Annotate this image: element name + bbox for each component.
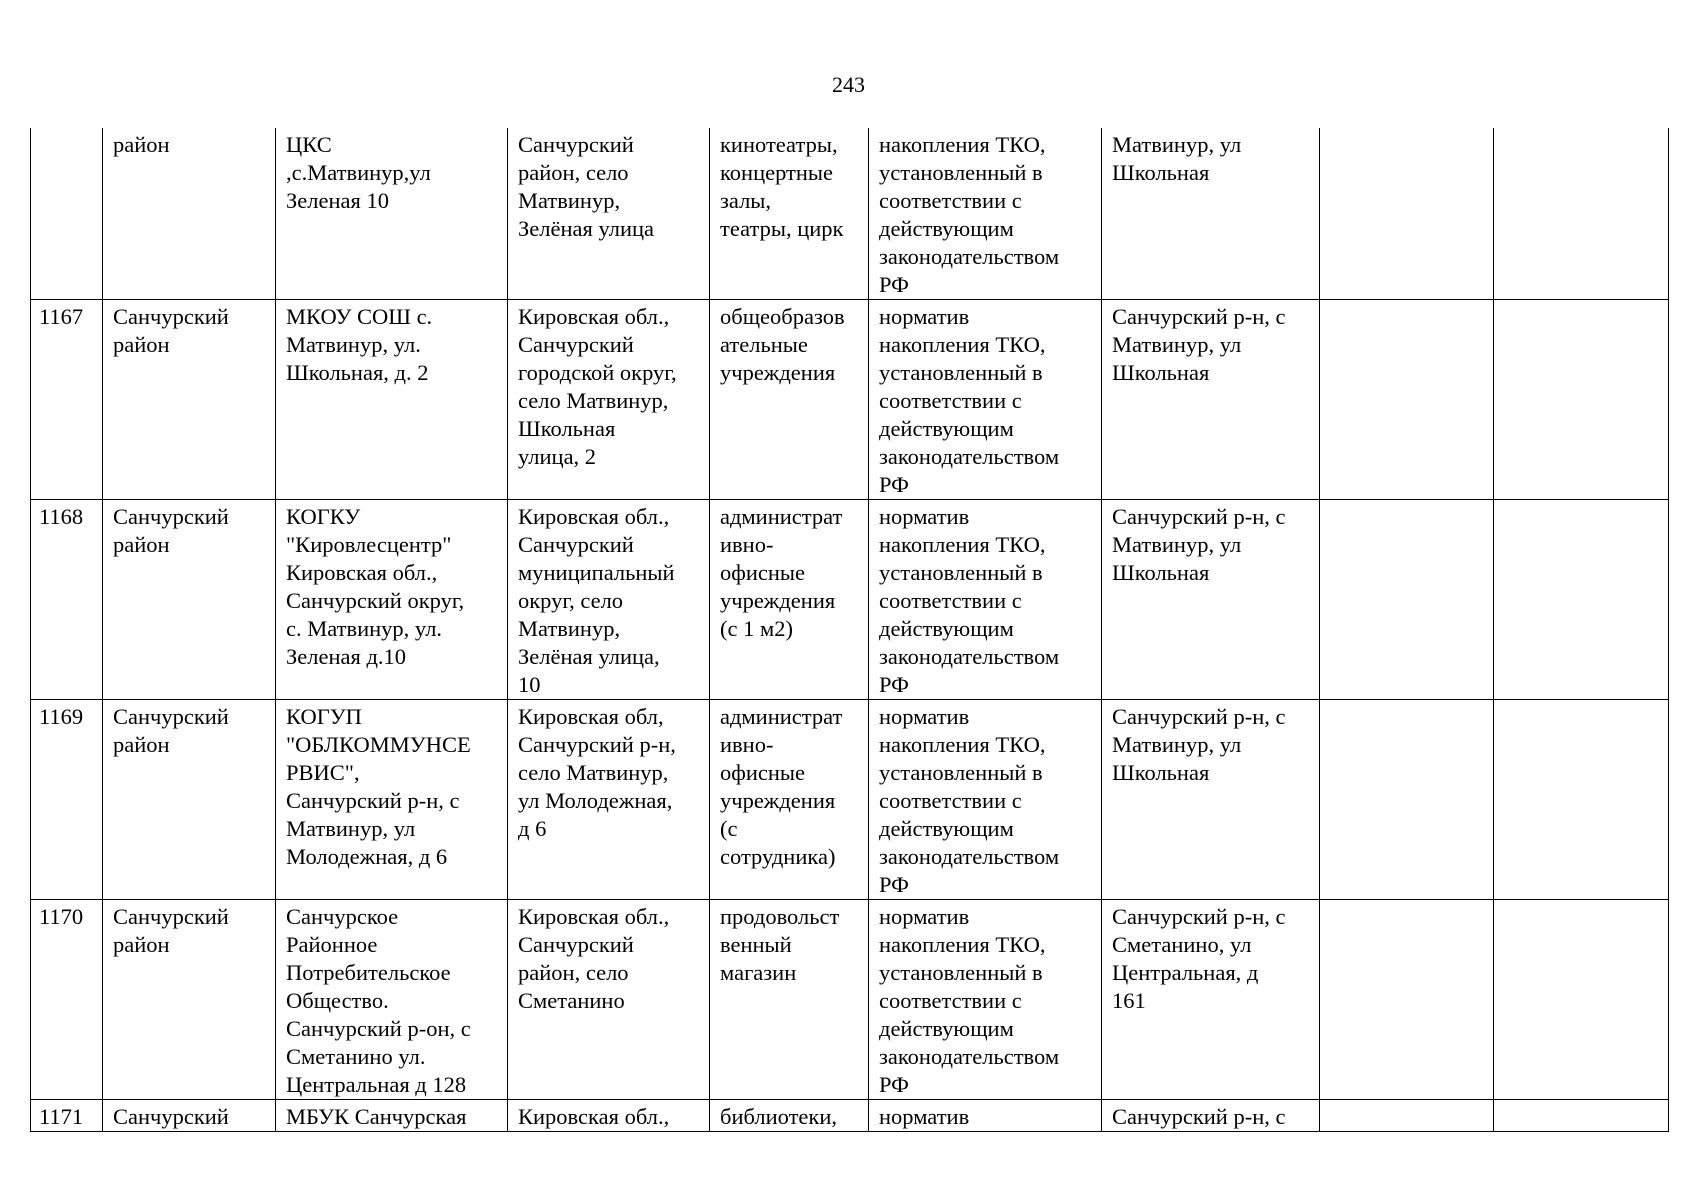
cell-text-line: установленный в — [879, 360, 1043, 385]
cell-text-line: Районное — [286, 932, 378, 957]
cell-text-line: соответствии с — [879, 988, 1022, 1013]
cell-organization — [276, 500, 508, 700]
cell-empty — [1320, 1100, 1494, 1132]
cell-text-line: Потребительское — [286, 960, 451, 985]
cell-text-line: Матвинур, — [518, 616, 621, 641]
cell-text-line: Санчурский — [518, 132, 634, 157]
cell-text-line: Сметанино, ул — [1112, 932, 1252, 957]
cell-text-line: накопления ТКО, — [879, 932, 1046, 957]
cell-text-line: действующим — [879, 616, 1014, 641]
cell-number — [31, 128, 103, 300]
cell-text-line: ,с.Матвинур,ул — [286, 160, 431, 185]
table-row — [31, 700, 1669, 900]
cell-text-line: ательные — [720, 332, 808, 357]
cell-organization — [276, 900, 508, 1100]
cell-text-line: Санчурский р-н, с — [1112, 904, 1286, 929]
cell-text-line: округ, село — [518, 588, 624, 613]
cell-organization — [276, 700, 508, 900]
cell-text-line: соответствии с — [879, 588, 1022, 613]
cell-text-line: ивно- — [720, 532, 774, 557]
table-row — [31, 900, 1669, 1100]
cell-district — [103, 300, 276, 500]
cell-text-line: действующим — [879, 216, 1014, 241]
cell-address — [508, 128, 710, 300]
cell-address — [508, 700, 710, 900]
cell-category — [710, 1100, 869, 1132]
cell-text-line: городской округ, — [518, 360, 677, 385]
cell-text-line: продовольст — [720, 904, 840, 929]
cell-text-line: театры, цирк — [720, 216, 844, 241]
cell-text-line: Санчурский — [113, 304, 229, 329]
table-row — [31, 1100, 1669, 1132]
cell-site — [1102, 300, 1320, 500]
cell-text-line: район — [113, 532, 170, 557]
cell-text-line: Матвинур, ул — [1112, 732, 1242, 757]
cell-text-line: район — [113, 132, 170, 157]
cell-text-line: Зеленая 10 — [286, 188, 389, 213]
cell-text-line: район, село — [518, 960, 629, 985]
cell-category — [710, 500, 869, 700]
cell-number — [31, 500, 103, 700]
cell-site — [1102, 500, 1320, 700]
row-number: 1171 — [39, 1104, 84, 1129]
cell-text-line: Кировская обл, — [518, 704, 664, 729]
cell-district — [103, 1100, 276, 1132]
cell-category — [710, 128, 869, 300]
cell-text-line: Санчурский округ, — [286, 588, 465, 613]
cell-number — [31, 900, 103, 1100]
cell-text-line: Санчурский — [518, 532, 634, 557]
cell-text-line: установленный в — [879, 560, 1043, 585]
cell-text-line: кинотеатры, — [720, 132, 838, 157]
row-number: 1168 — [39, 504, 84, 529]
cell-text-line: РФ — [879, 1072, 909, 1097]
cell-text-line: венный — [720, 932, 792, 957]
cell-text-line: Центральная, д — [1112, 960, 1259, 985]
cell-text-line: КОГУП — [286, 704, 362, 729]
cell-text-line: Молодежная, д 6 — [286, 844, 448, 869]
cell-text-line: установленный в — [879, 160, 1043, 185]
cell-text-line: "ОБЛКОММУНСЕ — [286, 732, 471, 757]
cell-empty — [1320, 300, 1494, 500]
cell-text-line: Зелёная улица — [518, 216, 655, 241]
cell-text-line: офисные — [720, 760, 806, 785]
cell-text-line: законодательством — [879, 844, 1060, 869]
cell-text-line: Матвинур, ул — [286, 816, 416, 841]
cell-address — [508, 500, 710, 700]
cell-text-line: Санчурское — [286, 904, 399, 929]
cell-norm — [869, 300, 1102, 500]
cell-text-line: библиотеки, — [720, 1104, 838, 1129]
cell-organization — [276, 300, 508, 500]
cell-text-line: норматив — [879, 304, 970, 329]
cell-text-line: законодательством — [879, 1044, 1060, 1069]
cell-norm — [869, 128, 1102, 300]
cell-text-line: установленный в — [879, 960, 1043, 985]
cell-site — [1102, 700, 1320, 900]
cell-text-line: "Кировлесцентр" — [286, 532, 452, 557]
cell-norm — [869, 1100, 1102, 1132]
cell-text-line: РВИС", — [286, 760, 360, 785]
cell-district — [103, 900, 276, 1100]
cell-text-line: Санчурский — [113, 1104, 229, 1129]
row-number: 1170 — [39, 904, 84, 929]
cell-text-line: (с 1 м2) — [720, 616, 793, 641]
cell-text-line: РФ — [879, 672, 909, 697]
cell-text-line: ЦКС — [286, 132, 332, 157]
cell-empty — [1494, 500, 1669, 700]
cell-text-line: Кировская обл., — [286, 560, 438, 585]
cell-text-line: офисные — [720, 560, 806, 585]
cell-category — [710, 300, 869, 500]
cell-text-line: магазин — [720, 960, 797, 985]
waste-sites-table — [30, 128, 1669, 1132]
cell-text-line: Санчурский р-н, с — [1112, 504, 1286, 529]
cell-text-line: законодательством — [879, 444, 1060, 469]
cell-text-line: законодательством — [879, 244, 1060, 269]
cell-text-line: ивно- — [720, 732, 774, 757]
cell-text-line: Санчурский — [518, 332, 634, 357]
cell-text-line: законодательством — [879, 644, 1060, 669]
row-number: 1167 — [39, 304, 84, 329]
cell-text-line: концертные — [720, 160, 834, 185]
cell-text-line: Зеленая д.10 — [286, 644, 407, 669]
cell-text-line: РФ — [879, 272, 909, 297]
cell-text-line: накопления ТКО, — [879, 332, 1046, 357]
cell-address — [508, 300, 710, 500]
cell-text-line: Школьная — [1112, 760, 1210, 785]
cell-text-line: норматив — [879, 904, 970, 929]
cell-text-line: учреждения — [720, 360, 836, 385]
cell-text-line: Санчурский р-он, с — [286, 1016, 471, 1041]
cell-text-line: Матвинур, — [518, 188, 621, 213]
cell-text-line: Общество. — [286, 988, 389, 1013]
cell-text-line: Кировская обл., — [518, 1104, 670, 1129]
cell-text-line: Кировская обл., — [518, 504, 670, 529]
cell-text-line: Матвинур, ул — [1112, 132, 1242, 157]
cell-text-line: Зелёная улица, — [518, 644, 660, 669]
cell-text-line: сотрудника) — [720, 844, 836, 869]
cell-text-line: Санчурский — [113, 904, 229, 929]
cell-empty — [1494, 700, 1669, 900]
cell-text-line: норматив — [879, 704, 970, 729]
cell-organization — [276, 1100, 508, 1132]
cell-empty — [1320, 128, 1494, 300]
cell-text-line: 10 — [518, 672, 541, 697]
cell-norm — [869, 500, 1102, 700]
cell-text-line: Санчурский р-н, с — [286, 788, 460, 813]
cell-text-line: действующим — [879, 1016, 1014, 1041]
cell-text-line: Школьная — [1112, 560, 1210, 585]
cell-text-line: Школьная — [1112, 360, 1210, 385]
cell-number — [31, 700, 103, 900]
table-row — [31, 128, 1669, 300]
cell-norm — [869, 700, 1102, 900]
cell-text-line: соответствии с — [879, 188, 1022, 213]
table-row — [31, 500, 1669, 700]
cell-empty — [1494, 1100, 1669, 1132]
cell-text-line: накопления ТКО, — [879, 132, 1046, 157]
cell-site — [1102, 128, 1320, 300]
cell-text-line: общеобразов — [720, 304, 845, 329]
cell-text-line: накопления ТКО, — [879, 732, 1046, 757]
cell-text-line: норматив — [879, 504, 970, 529]
cell-text-line: район — [113, 332, 170, 357]
cell-organization — [276, 128, 508, 300]
cell-text-line: МБУК Санчурская — [286, 1104, 467, 1129]
cell-district — [103, 128, 276, 300]
cell-text-line: ул Молодежная, — [518, 788, 673, 813]
cell-text-line: Санчурский р-н, с — [1112, 304, 1286, 329]
row-number: 1169 — [39, 704, 84, 729]
cell-empty — [1494, 900, 1669, 1100]
cell-text-line: Санчурский р-н, — [518, 732, 676, 757]
cell-text-line: залы, — [720, 188, 772, 213]
cell-text-line: учреждения — [720, 788, 836, 813]
cell-text-line: Матвинур, ул — [1112, 332, 1242, 357]
cell-text-line: установленный в — [879, 760, 1043, 785]
cell-text-line: Сметанино — [518, 988, 625, 1013]
cell-text-line: Кировская обл., — [518, 304, 670, 329]
cell-text-line: село Матвинур, — [518, 760, 669, 785]
cell-empty — [1494, 300, 1669, 500]
cell-text-line: соответствии с — [879, 388, 1022, 413]
cell-text-line: действующим — [879, 816, 1014, 841]
cell-district — [103, 500, 276, 700]
cell-text-line: Санчурский — [518, 932, 634, 957]
cell-district — [103, 700, 276, 900]
cell-text-line: Кировская обл., — [518, 904, 670, 929]
cell-text-line: Школьная — [1112, 160, 1210, 185]
cell-text-line: (с — [720, 816, 738, 841]
cell-text-line: Матвинур, ул — [1112, 532, 1242, 557]
cell-empty — [1494, 128, 1669, 300]
cell-text-line: соответствии с — [879, 788, 1022, 813]
cell-text-line: действующим — [879, 416, 1014, 441]
cell-text-line: Школьная, д. 2 — [286, 360, 429, 385]
cell-text-line: улица, 2 — [518, 444, 597, 469]
cell-text-line: РФ — [879, 472, 909, 497]
cell-text-line: район, село — [518, 160, 629, 185]
cell-text-line: администрат — [720, 504, 843, 529]
cell-address — [508, 900, 710, 1100]
cell-category — [710, 700, 869, 900]
cell-text-line: Санчурский р-н, с — [1112, 704, 1286, 729]
cell-text-line: норматив — [879, 1104, 970, 1129]
cell-text-line: Санчурский р-н, с — [1112, 1104, 1286, 1129]
cell-number — [31, 1100, 103, 1132]
cell-text-line: накопления ТКО, — [879, 532, 1046, 557]
cell-empty — [1320, 700, 1494, 900]
cell-text-line: с. Матвинур, ул. — [286, 616, 443, 641]
cell-category — [710, 900, 869, 1100]
cell-text-line: Матвинур, ул. — [286, 332, 421, 357]
cell-site — [1102, 900, 1320, 1100]
cell-text-line: муниципальный — [518, 560, 675, 585]
cell-text-line: Санчурский — [113, 504, 229, 529]
cell-text-line: Сметанино ул. — [286, 1044, 426, 1069]
cell-text-line: 161 — [1112, 988, 1146, 1013]
cell-text-line: КОГКУ — [286, 504, 361, 529]
cell-text-line: Санчурский — [113, 704, 229, 729]
cell-text-line: Школьная — [518, 416, 616, 441]
cell-text-line: МКОУ СОШ с. — [286, 304, 433, 329]
cell-text-line: РФ — [879, 872, 909, 897]
cell-empty — [1320, 500, 1494, 700]
cell-text-line: район — [113, 932, 170, 957]
cell-text-line: учреждения — [720, 588, 836, 613]
table-row — [31, 300, 1669, 500]
page-number: 243 — [832, 72, 865, 97]
cell-address — [508, 1100, 710, 1132]
cell-number — [31, 300, 103, 500]
cell-text-line: район — [113, 732, 170, 757]
cell-norm — [869, 900, 1102, 1100]
table-body — [31, 128, 1669, 1132]
cell-empty — [1320, 900, 1494, 1100]
cell-text-line: администрат — [720, 704, 843, 729]
cell-text-line: д 6 — [518, 816, 547, 841]
cell-site — [1102, 1100, 1320, 1132]
cell-text-line: Центральная д 128 — [286, 1072, 467, 1097]
cell-text-line: село Матвинур, — [518, 388, 669, 413]
